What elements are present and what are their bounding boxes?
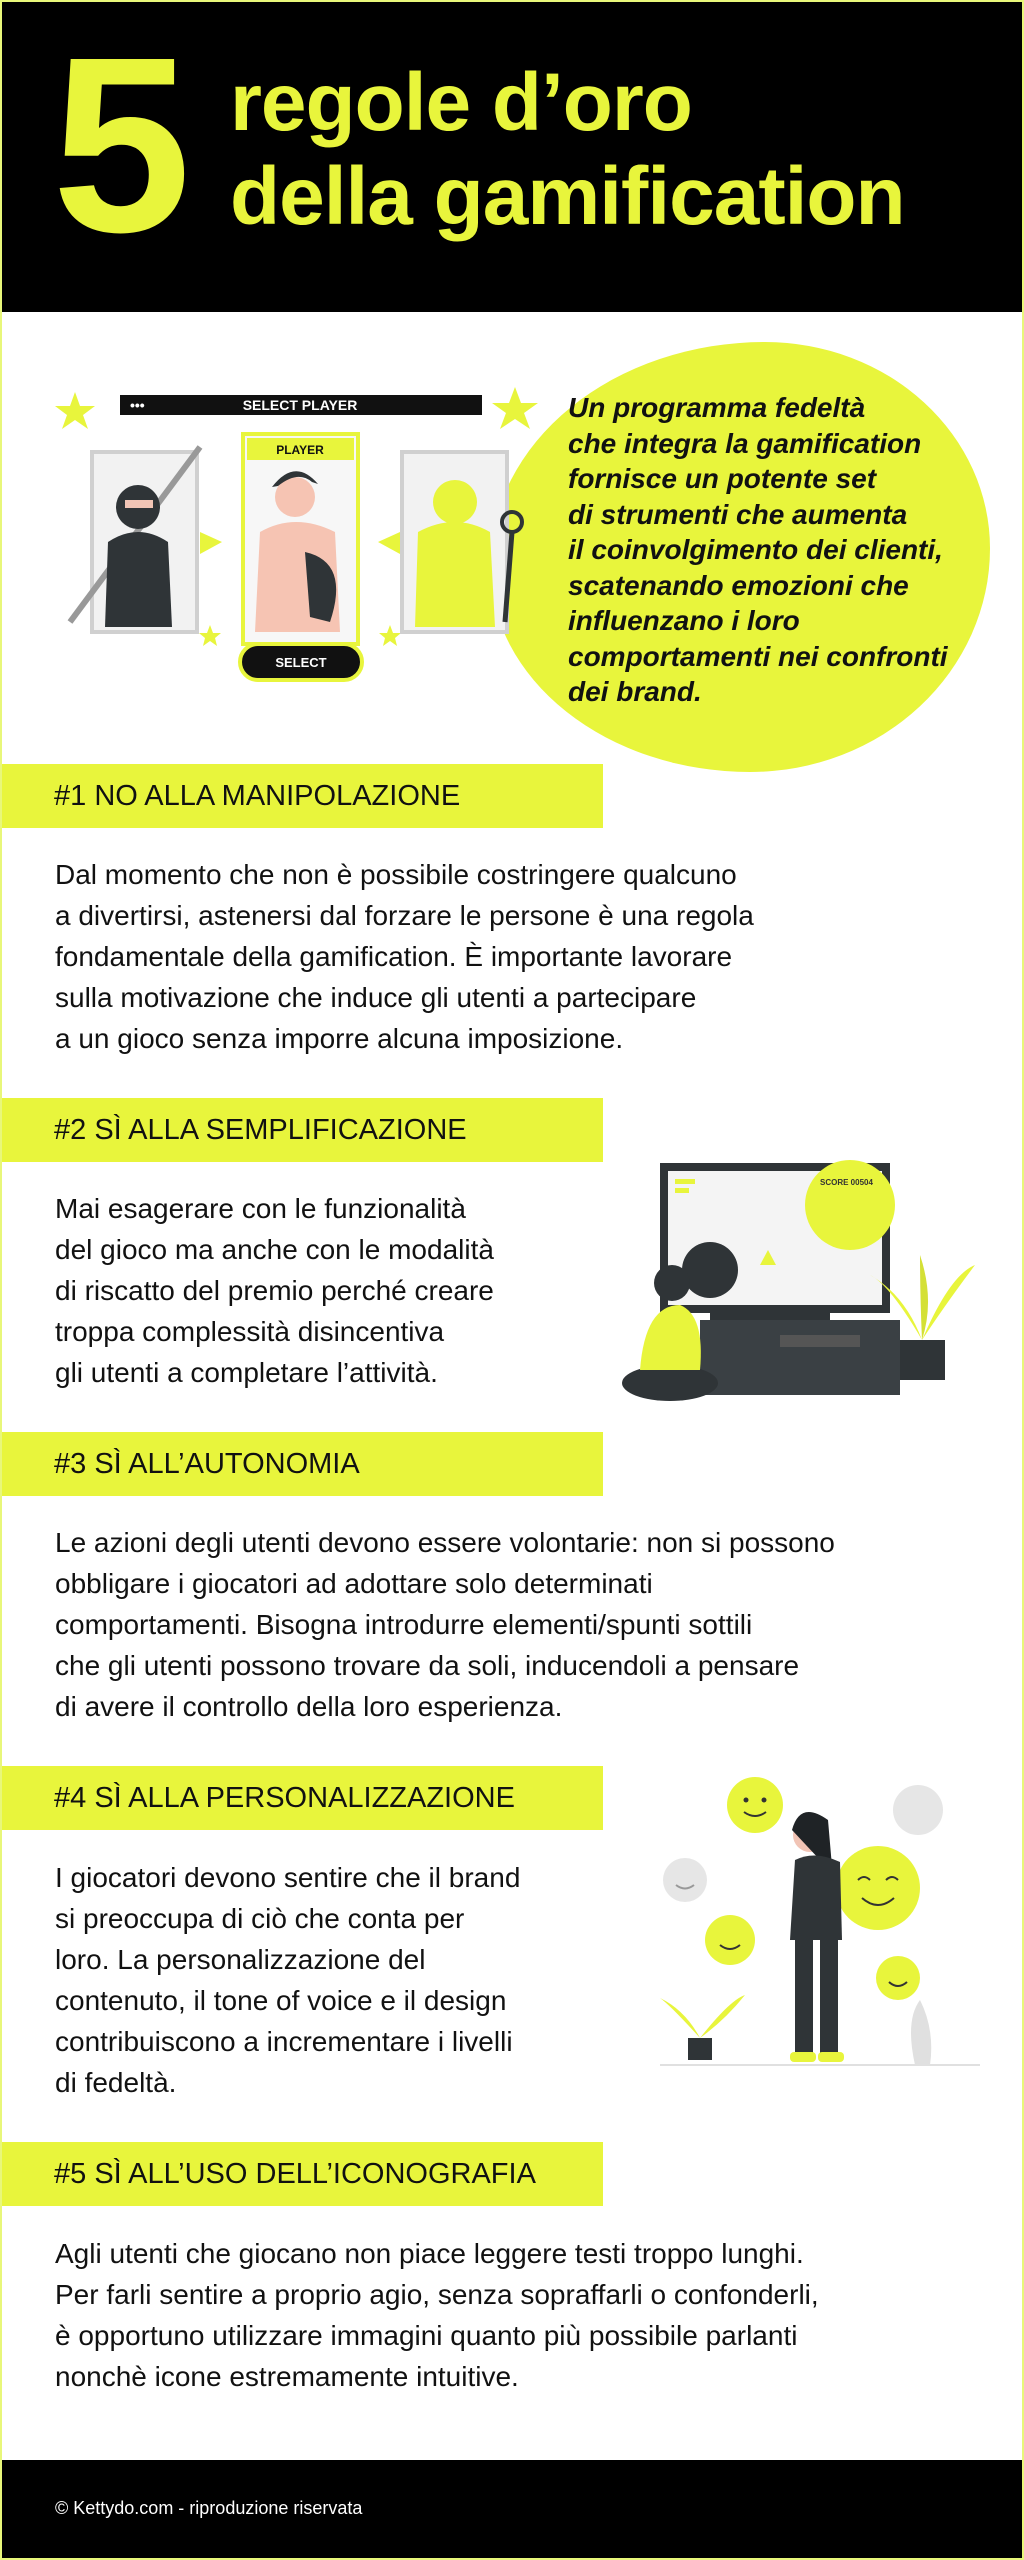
section-line: Mai esagerare con le funzionalità xyxy=(55,1193,466,1224)
smiley-icon xyxy=(893,1785,943,1835)
ninja-body xyxy=(105,532,172,627)
section-4-heading xyxy=(0,1766,603,1830)
section-line: Dal momento che non è possibile costringere qualcuno xyxy=(55,859,737,890)
score-label: SCORE 00504 xyxy=(820,1178,873,1187)
section-line: troppa complessità disincentiva xyxy=(55,1316,445,1347)
intro-line: comportamenti nei confronti xyxy=(568,640,948,672)
arrow-left-icon xyxy=(200,532,222,554)
hero xyxy=(0,312,1024,752)
smiley-icon xyxy=(663,1858,707,1902)
big-number: 5 xyxy=(52,5,186,284)
select-player-dots: ••• xyxy=(130,397,145,413)
section-2-heading-text: #2 SÌ ALLA SEMPLIFICAZIONE xyxy=(54,1114,467,1146)
smiley-icon xyxy=(727,1777,783,1833)
intro-line: Un programma fedeltà xyxy=(568,392,866,423)
star-icon xyxy=(492,387,538,429)
section-line: è opportuno utilizzare immagini quanto più possibile parlanti xyxy=(55,2320,798,2351)
section-2-body xyxy=(55,1188,494,1393)
star-icon xyxy=(199,625,221,646)
grass-icon xyxy=(911,2000,931,2065)
intro-line: il coinvolgimento dei clienti, xyxy=(568,534,943,565)
section-line: contenuto, il tone of voice e il design xyxy=(55,1985,507,2016)
intro-text xyxy=(568,390,998,710)
section-line: Le azioni degli utenti devono essere volontarie: non si possono xyxy=(55,1527,835,1558)
person-body xyxy=(640,1305,701,1370)
hooded-body xyxy=(415,522,495,627)
smiley-icon xyxy=(705,1915,755,1965)
section-line: loro. La personalizzazione del xyxy=(55,1944,426,1975)
plant-icon xyxy=(660,1995,745,2060)
star-icon xyxy=(55,392,95,429)
player-card-label: PLAYER xyxy=(276,443,324,457)
arrow-right-icon xyxy=(378,532,400,554)
intro-line: di strumenti che aumenta xyxy=(568,498,908,530)
section-line: che gli utenti possono trovare da soli, inducendoli a pensare xyxy=(55,1650,800,1681)
section-line: comportamenti. Bisogna introdurre elementi/spunti sottili xyxy=(55,1609,753,1640)
section-line: a divertirsi, astenersi dal forzare le persone è una regola xyxy=(55,900,754,931)
section-line: a un gioco senza imporre alcuna imposizione. xyxy=(55,1023,624,1054)
person-head xyxy=(654,1265,690,1301)
section-line: I giocatori devono sentire che il brand xyxy=(55,1862,521,1893)
title-line-2: della gamification xyxy=(230,151,905,242)
section-line: fondamentale della gamification. È importante lavorare xyxy=(55,941,733,972)
section-5-body xyxy=(55,2233,819,2397)
section-line: Agli utenti che giocano non piace leggere testi troppo lunghi. xyxy=(55,2238,804,2269)
section-line: si preoccupa di ciò che conta per xyxy=(55,1903,465,1934)
section-4-body xyxy=(55,1857,520,2103)
select-player-illustration xyxy=(50,382,550,712)
title-line-1: regole d’oro xyxy=(230,57,692,148)
intro-line: scatenando emozioni che xyxy=(568,569,909,601)
gaming-illustration xyxy=(620,1155,980,1415)
copyright-text: © Kettydo.com - riproduzione riservata xyxy=(55,2498,363,2518)
section-line: sulla motivazione che induce gli utenti a partecipare xyxy=(55,982,697,1013)
hooded-head xyxy=(433,480,477,524)
footer xyxy=(0,2460,1024,2560)
section-1-body xyxy=(55,854,754,1059)
section-line: di riscatto del premio perché creare xyxy=(55,1275,494,1306)
smiley-icon xyxy=(836,1846,920,1930)
section-line: di avere il controllo della loro esperienza. xyxy=(55,1691,563,1722)
section-line: obbligare i giocatori ad adottare solo determinati xyxy=(55,1568,653,1599)
section-4-heading-text: #4 SÌ ALLA PERSONALIZZAZIONE xyxy=(54,1782,515,1814)
star-icon xyxy=(379,625,401,646)
header xyxy=(0,0,1024,312)
section-3-heading-text: #3 SÌ ALL’AUTONOMIA xyxy=(54,1448,360,1480)
section-3-heading xyxy=(0,1432,603,1496)
section-2-heading xyxy=(0,1098,603,1162)
intro-line: dei brand. xyxy=(568,676,702,707)
section-line: nonchè icone estremamente intuitive. xyxy=(55,2361,519,2392)
section-1-heading-text: #1 NO ALLA MANIPOLAZIONE xyxy=(54,780,461,812)
section-5-heading-text: #5 SÌ ALL’USO DELL’ICONOGRAFIA xyxy=(54,2158,536,2190)
woman-torso xyxy=(790,1855,842,1940)
section-line: gli utenti a completare l’attività. xyxy=(55,1357,438,1388)
section-5-heading xyxy=(0,2142,603,2206)
select-button-label: SELECT xyxy=(275,655,327,670)
emoji-woman-illustration xyxy=(650,1770,990,2110)
person-legs xyxy=(622,1365,718,1401)
section-3-body xyxy=(55,1522,835,1727)
section-line: contribuiscono a incrementare i livelli xyxy=(55,2026,513,2057)
section-line: del gioco ma anche con le modalità xyxy=(55,1234,494,1265)
section-1-heading xyxy=(0,764,603,828)
section-line: di fedeltà. xyxy=(55,2067,177,2098)
intro-line: fornisce un potente set xyxy=(568,463,877,494)
select-player-label: SELECT PLAYER xyxy=(242,397,358,413)
smiley-icon xyxy=(876,1956,920,2000)
section-line: Per farli sentire a proprio agio, senza sopraffarli o confonderli, xyxy=(55,2279,819,2310)
intro-line: che integra la gamification xyxy=(568,427,922,459)
intro-line: influenzano i loro xyxy=(568,605,800,636)
